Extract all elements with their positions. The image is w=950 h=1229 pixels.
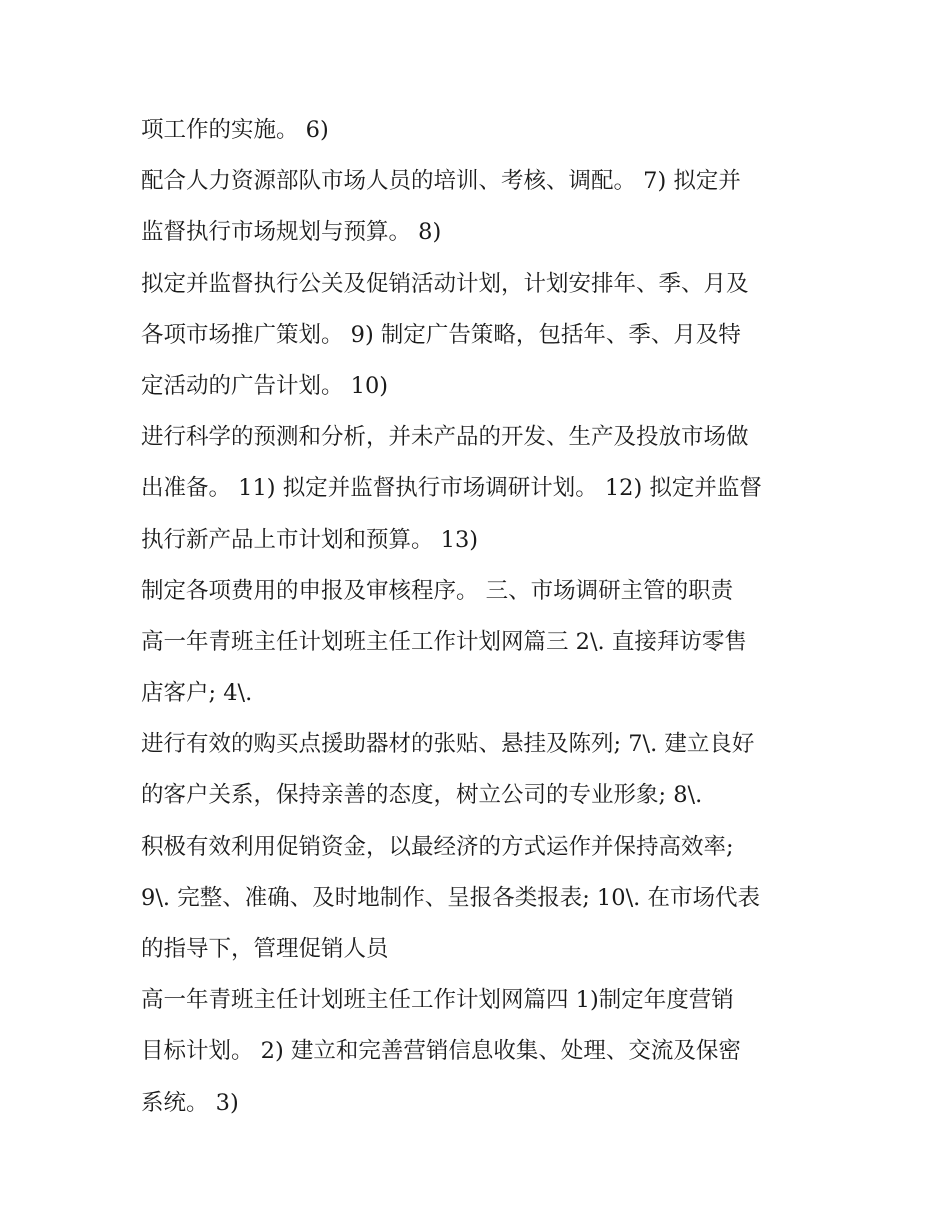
text-line: 项工作的实施。 6) — [141, 117, 329, 143]
text-line: 进行科学的预测和分析，并未产品的开发、生产及投放市场做 — [141, 424, 749, 451]
text-line: 各项市场推广策划。 9) 制定广告策略，包括年、季、月及特 — [141, 321, 741, 348]
text-line: 积极有效利用促销资金，以最经济的方式运作并保持高效率; — [141, 833, 734, 860]
text-line: 执行新产品上市计划和预算。 13) — [141, 526, 479, 553]
text-line: 定活动的广告计划。 10) — [141, 372, 389, 399]
body-text — [141, 110, 831, 1134]
text-line: 进行有效的购买点援助器材的张贴、悬挂及陈列; 7\. 建立良好 — [141, 731, 755, 758]
text-line: 高一年青班主任计划班主任工作计划网篇三 2\. 直接拜访零售 — [141, 628, 747, 655]
text-line: 制定各项费用的申报及审核程序。 三、市场调研主管的职责 — [141, 577, 734, 604]
text-line: 出准备。 11) 拟定并监督执行市场调研计划。 12) 拟定并监督 — [141, 475, 762, 502]
text-line: 的指导下，管理促销人员 — [141, 936, 389, 962]
text-line: 高一年青班主任计划班主任工作计划网篇四 1)制定年度营销 — [141, 987, 734, 1014]
text-line: 店客户; 4\. — [141, 680, 253, 707]
text-line: 拟定并监督执行公关及促销活动计划，计划安排年、季、月及 — [141, 270, 749, 297]
text-line: 目标计划。 2) 建立和完善营销信息收集、处理、交流及保密 — [141, 1038, 741, 1065]
text-line: 的客户关系，保持亲善的态度，树立公司的专业形象; 8\. — [141, 782, 703, 809]
text-line: 9\. 完整、准确、及时地制作、呈报各类报表; 10\. 在市场代表 — [141, 884, 760, 911]
text-line: 配合人力资源部队市场人员的培训、考核、调配。 7) 拟定并 — [141, 168, 741, 195]
text-line: 系统。 3) — [141, 1089, 239, 1116]
text-line: 监督执行市场规划与预算。 8) — [141, 219, 442, 246]
